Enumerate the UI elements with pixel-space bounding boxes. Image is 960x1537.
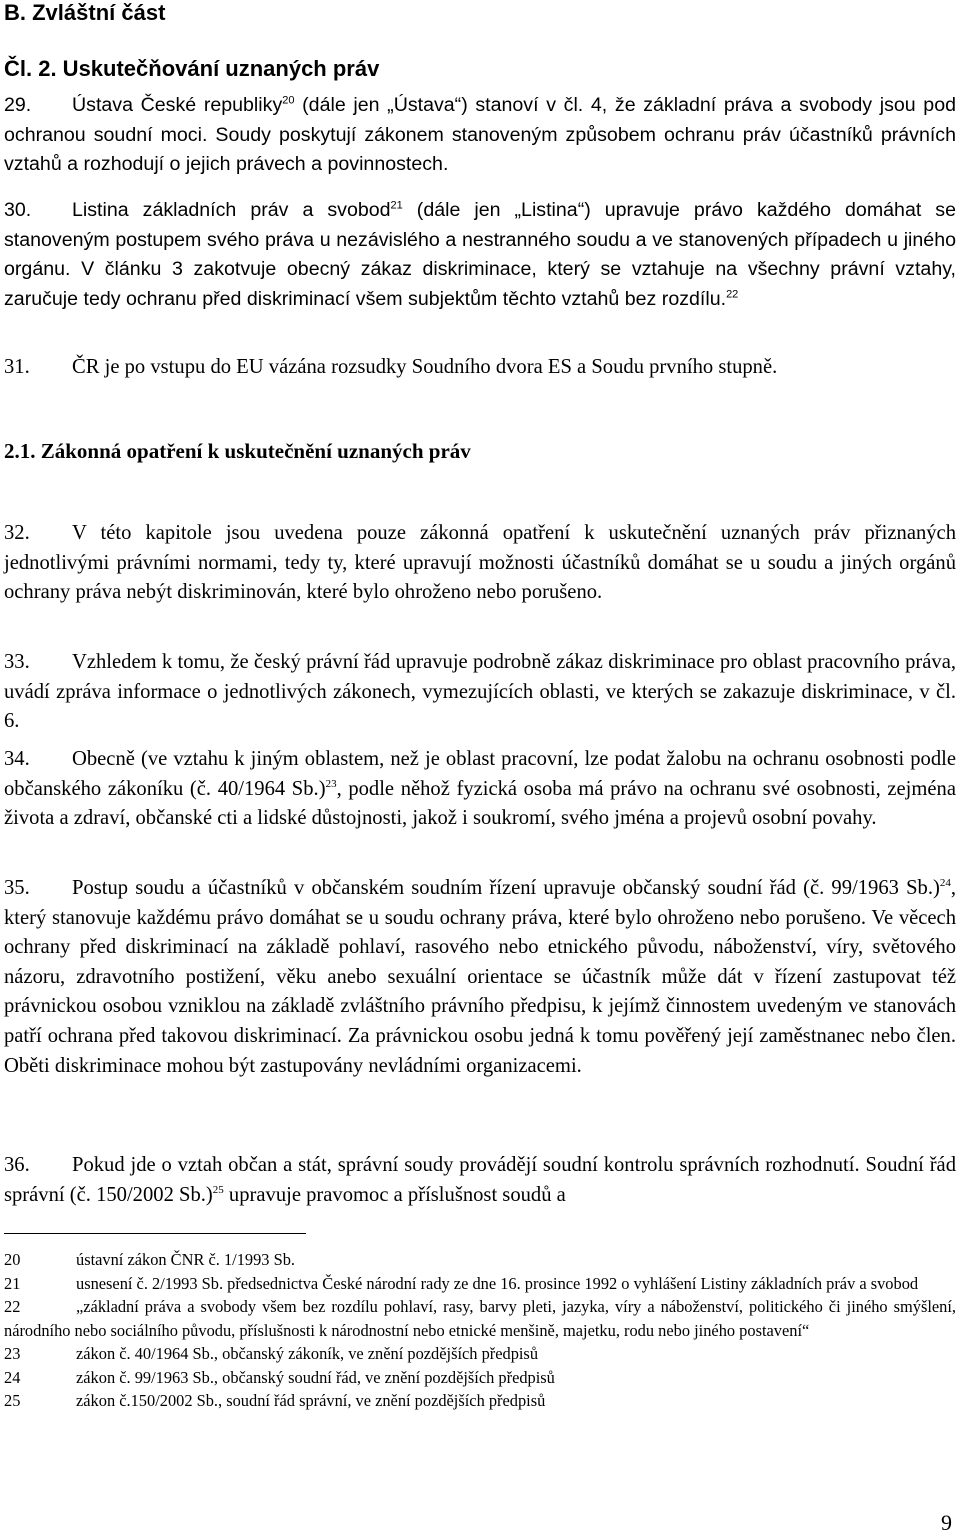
paragraph-number: 36. — [4, 1154, 30, 1176]
footnote-ref-22: 22 — [726, 288, 739, 301]
page-number: 9 — [941, 1510, 952, 1535]
paragraph-number: 32. — [4, 522, 30, 544]
paragraph-number: 33. — [4, 651, 30, 673]
paragraph-number: 29. — [4, 94, 32, 116]
paragraph-36: 36. Pokud jde o vztah občan a stát, správní soudy provádějí soudní kontrolu správních rozhodnutí. Soudní řád správní (č. 150/2002 Sb.)$^{25}$ upravuje pravomoc a příslušnost soudů a — [4, 1151, 956, 1210]
footnote-ref-23: 23 — [325, 777, 337, 790]
paragraph-30: 30. Listina základních práv a svobod$^{21}$ (dále jen „Listina“) upravuje právo každého domáhat se stanoveným postupem svého práva u nezávislého a nestranného soudu a ve stanovených případech u jiného orgánu. V článku 3 zakotvuje obecný zákaz diskriminace, který se vztahuje na všechny právní vztahy, zaručuje tedy ochranu před diskriminací všem subjektům těchto vztahů bez rozdílu.$^{22}$ — [4, 196, 956, 314]
footnote-ref-24: 24 — [939, 877, 951, 890]
footnote-item: 22 „základní práva a svobody všem bez rozdílu pohlaví, rasy, barvy pleti, jazyka, víry a náboženství, politického či jiného smýšlení, národního nebo sociálního původu, příslušnosti k národnostní nebo etnické menšině, majetku, rodu nebo jiného postavení“ — [4, 1297, 956, 1340]
footnote-separator — [4, 1233, 306, 1234]
paragraph-number: 31. — [4, 356, 30, 378]
article-title: Čl. 2. Uskutečňování uznaných práv — [4, 56, 380, 81]
paragraph-32: 32. V této kapitole jsou uvedena pouze zákonná opatření k uskutečnění uznaných práv přiznaných jednotlivými právními normami, tedy ty, které upravují možnosti účastníků domáhat se u soudu a jiných orgánů ochrany práva nebýt diskriminován, které bylo ohroženo nebo porušeno. — [4, 519, 956, 608]
paragraph-34: 34. Obecně (ve vztahu k jiným oblastem, než je oblast pracovní, lze podat žalobu na ochranu osobnosti podle občanského zákoníku (č. 40/1964 Sb.)$^{23}$, podle něhož fyzická osoba má právo na ochranu své osobnosti, zejména života a zdraví, občanské cti a lidské důstojnosti, jakož i soukromí, svého jména a projevů osobní povahy. — [4, 745, 956, 834]
footnote-item: 21 usnesení č. 2/1993 Sb. předsednictva České národní rady ze dne 16. prosince 1992 o vyhlášení Listiny základních práv a svobod — [4, 1273, 919, 1293]
footnote-item: 25 zákon č.150/2002 Sb., soudní řád správní, ve znění pozdějších předpisů — [4, 1391, 546, 1410]
footnote-item: 24 zákon č. 99/1963 Sb., občanský soudní řád, ve znění pozdějších předpisů — [4, 1367, 555, 1387]
footnote-ref-25: 25 — [212, 1183, 224, 1196]
footnotes — [4, 1248, 956, 1413]
footnote-item: 20 ústavní zákon ČNR č. 1/1993 Sb. — [4, 1250, 295, 1269]
paragraph-number: 35. — [4, 877, 30, 899]
paragraph-31: 31. ČR je po vstupu do EU vázána rozsudky Soudního dvora ES a Soudu prvního stupně. — [4, 353, 956, 383]
paragraph-29: 29. Ústava České republiky$^{20}$ (dále jen „Ústava“) stanoví v čl. 4, že základní práva a svobody jsou pod ochranou soudní moci. Soudy poskytují zákonem stanoveným způsobem ochranu práv účastníků právních vztahů a rozhodují o jejich právech a povinnostech. — [4, 91, 956, 180]
footnote-ref-21: 21 — [390, 199, 403, 212]
footnote-ref-20: 20 — [282, 94, 295, 107]
paragraph-35: 35. Postup soudu a účastníků v občanském soudním řízení upravuje občanský soudní řád (č. 99/1963 Sb.)$^{24}$, který stanovuje každému právo domáhat se u soudu ochrany práva, které bylo ohroženo nebo porušeno. Ve věcech ochrany před diskriminací na základě pohlaví, rasového nebo etnického původu, náboženství, víry, světového názoru, zdravotního postižení, věku anebo sexuální orientace se účastník může dát v řízení zastupovat též právnickou osobou vzniklou na základě zvláštního právního předpisu, k jejímž činnostem uvedeným ve stanovách patří ochrana před takovou diskriminací. Za právnickou osobu jedná k tomu pověřený její zaměstnanec nebo člen. Oběti diskriminace mohou být zastupovány nevládními organizacemi. — [4, 874, 956, 1081]
footnote-item: 23 zákon č. 40/1964 Sb., občanský zákoník, ve znění pozdějších předpisů — [4, 1344, 539, 1363]
subsection-title: 2.1. Zákonná opatření k uskutečnění uznaných práv — [4, 439, 471, 463]
paragraph-number: 30. — [4, 199, 32, 221]
section-title: B. Zvláštní část — [4, 0, 166, 25]
paragraph-number: 34. — [4, 748, 30, 770]
paragraph-33: 33. Vzhledem k tomu, že český právní řád upravuje podrobně zákaz diskriminace pro oblast pracovního práva, uvádí zpráva informace o jednotlivých zákonech, vymezujících oblasti, ve kterých se zakazuje diskriminace, v čl. 6. — [4, 648, 956, 737]
